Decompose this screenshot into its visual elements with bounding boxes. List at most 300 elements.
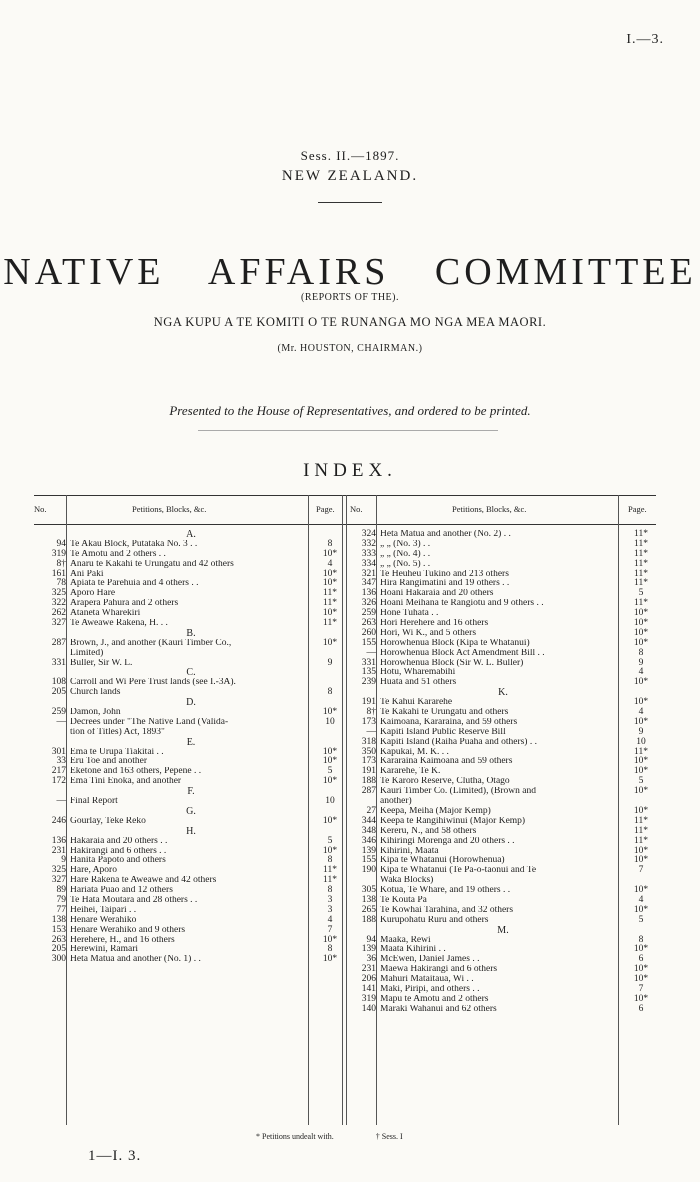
index-entry bbox=[346, 975, 658, 985]
entry-name: Heta Matua and another (No. 2) . . bbox=[380, 530, 511, 539]
entry-page: 11* bbox=[634, 815, 648, 826]
letter-heading bbox=[36, 698, 342, 708]
letter-heading-text: K. bbox=[498, 687, 508, 699]
entry-page: 10* bbox=[633, 766, 649, 777]
entry-page: 8 bbox=[638, 647, 644, 658]
entry-name: Anaru te Kakahi te Urungatu and 42 others bbox=[70, 559, 234, 569]
entry-page: 11* bbox=[634, 746, 648, 757]
entry-page: 9 bbox=[638, 726, 644, 737]
entry-number: 173 bbox=[361, 756, 376, 767]
index-entry bbox=[346, 787, 658, 797]
index-entry bbox=[346, 639, 658, 649]
entry-number: — bbox=[56, 716, 66, 727]
entry-name: Kapiti Island (Raiha Puaha and others) . . bbox=[380, 737, 537, 747]
entry-page: 3 bbox=[327, 894, 333, 905]
letter-heading bbox=[36, 827, 342, 837]
entry-name: Aporo Hare bbox=[70, 589, 116, 599]
entry-page: 10 bbox=[325, 796, 335, 807]
entry-number: 217 bbox=[51, 766, 66, 777]
entry-number: 231 bbox=[51, 845, 66, 856]
entry-name: Henare Werahiko and 9 others bbox=[70, 925, 186, 935]
letter-heading bbox=[36, 629, 342, 639]
entry-page: 10* bbox=[322, 776, 338, 787]
entry-name: Buller, Sir W. L. bbox=[70, 658, 133, 668]
index-table-header bbox=[34, 495, 656, 525]
index-entry bbox=[346, 579, 658, 589]
entry-name: Decrees under "The Native Land (Valida- bbox=[70, 717, 229, 727]
footnote bbox=[256, 1132, 443, 1141]
index-entry bbox=[346, 807, 658, 817]
entry-number: 334 bbox=[361, 558, 376, 569]
entry-name: Church lands bbox=[70, 688, 121, 698]
index-entry bbox=[36, 945, 342, 955]
index-entry bbox=[36, 589, 342, 599]
entry-number: 206 bbox=[361, 974, 376, 985]
entry-page: 5 bbox=[327, 766, 333, 777]
index-entry bbox=[36, 678, 342, 688]
index-entry bbox=[36, 847, 342, 857]
entry-name: Maata Kihirini . . bbox=[380, 945, 446, 955]
letter-heading-text: G. bbox=[186, 805, 196, 817]
index-entry bbox=[346, 708, 658, 718]
entry-number: 325 bbox=[51, 588, 66, 599]
entry-page: 10* bbox=[633, 697, 649, 708]
index-entry bbox=[346, 985, 658, 995]
entry-name: Horowhenua Block (Kipa te Whatanui) bbox=[380, 638, 530, 648]
entry-name: Huata and 51 others bbox=[380, 678, 457, 688]
entry-number: 346 bbox=[361, 835, 376, 846]
divider-rule bbox=[198, 430, 498, 431]
index-heading: INDEX. bbox=[303, 460, 397, 481]
entry-page: 11* bbox=[634, 548, 648, 559]
entry-number: 327 bbox=[51, 618, 66, 629]
entry-number: 331 bbox=[361, 657, 376, 668]
index-entry bbox=[346, 965, 658, 975]
index-entry bbox=[346, 757, 658, 767]
entry-name: Hoani Meihana te Rangiotu and 9 others . . bbox=[380, 599, 544, 609]
entry-number: 265 bbox=[361, 904, 376, 915]
entry-name: Kurupohatu Ruru and others bbox=[380, 915, 489, 925]
entry-number: 94 bbox=[366, 934, 376, 945]
entry-name: Waka Blocks) bbox=[380, 876, 434, 886]
index-entry bbox=[36, 757, 342, 767]
index-entry bbox=[346, 659, 658, 669]
entry-page: 5 bbox=[638, 776, 644, 787]
entry-number: 205 bbox=[51, 944, 66, 955]
entry-page: 9 bbox=[327, 657, 333, 668]
entry-name: Hori Herehere and 16 others bbox=[380, 619, 489, 629]
entry-page: 10* bbox=[633, 756, 649, 767]
entry-name: Hori, Wi K., and 5 others bbox=[380, 628, 477, 638]
entry-name: Heihei, Taipari . . bbox=[70, 905, 137, 915]
index-entry bbox=[346, 589, 658, 599]
entry-number: 8† bbox=[56, 558, 66, 569]
index-entry bbox=[346, 560, 658, 570]
index-entry bbox=[346, 540, 658, 550]
entry-name: Te Kahui Kararehe bbox=[380, 698, 453, 708]
entry-page: 8 bbox=[327, 687, 333, 698]
entry-page: 5 bbox=[638, 588, 644, 599]
entry-name: Hare, Aporo bbox=[70, 866, 117, 876]
index-entry bbox=[36, 560, 342, 570]
entry-name: Limited) bbox=[70, 648, 104, 658]
index-entry bbox=[346, 955, 658, 965]
index-entry bbox=[36, 955, 342, 965]
page-reference: I.—3. bbox=[626, 32, 664, 47]
entry-name: Maewa Hakirangi and 6 others bbox=[380, 965, 498, 975]
entry-name: Horowhenua Block (Sir W. L. Buller) bbox=[380, 658, 524, 668]
entry-number: 108 bbox=[51, 677, 66, 688]
entry-number: 333 bbox=[361, 548, 376, 559]
index-entry bbox=[346, 777, 658, 787]
entry-number: 27 bbox=[366, 805, 376, 816]
index-entry bbox=[346, 728, 658, 738]
entry-name: Kotua, Te Whare, and 19 others . . bbox=[380, 886, 511, 896]
entry-number: 136 bbox=[361, 588, 376, 599]
entry-number: 188 bbox=[361, 776, 376, 787]
index-entry bbox=[36, 649, 342, 659]
index-entry bbox=[36, 609, 342, 619]
index-entry bbox=[36, 550, 342, 560]
entry-name: Ani Paki bbox=[70, 569, 104, 579]
index-entry bbox=[346, 748, 658, 758]
document-title: NATIVE AFFAIRS COMMITTEE bbox=[3, 251, 697, 293]
entry-page: 10* bbox=[322, 934, 338, 945]
index-entry bbox=[346, 995, 658, 1005]
index-right-column bbox=[346, 530, 658, 1015]
entry-page: 10* bbox=[633, 904, 649, 915]
entry-page: 10* bbox=[633, 855, 649, 866]
entry-name: Hanita Papoto and others bbox=[70, 856, 166, 866]
entry-page: 11* bbox=[323, 598, 337, 609]
entry-number: 172 bbox=[51, 776, 66, 787]
entry-name: Carroll and Wi Pere Trust lands (see I.-3A). bbox=[70, 678, 236, 688]
letter-heading bbox=[36, 530, 342, 540]
entry-page: 11* bbox=[634, 538, 648, 549]
entry-number: — bbox=[56, 796, 66, 807]
index-entry bbox=[36, 718, 342, 728]
entry-number: 173 bbox=[361, 716, 376, 727]
entry-name: Hira Rangimatini and 19 others . . bbox=[380, 579, 510, 589]
entry-number: 301 bbox=[51, 746, 66, 757]
entry-number: 191 bbox=[361, 766, 376, 777]
column-header-page: Page. bbox=[628, 504, 647, 514]
entry-name: Arapera Pahura and 2 others bbox=[70, 599, 179, 609]
entry-name: Te Karoro Reserve, Clutha, Otago bbox=[380, 777, 510, 787]
index-entry bbox=[36, 639, 342, 649]
index-entry bbox=[36, 896, 342, 906]
letter-heading-text: C. bbox=[186, 667, 196, 679]
letter-heading bbox=[346, 688, 658, 698]
entry-page: 8 bbox=[327, 944, 333, 955]
entry-number: 8† bbox=[366, 707, 376, 718]
entry-number: 327 bbox=[51, 875, 66, 886]
entry-number: 263 bbox=[51, 934, 66, 945]
index-entry bbox=[36, 886, 342, 896]
entry-name: Maki, Piripi, and others . . bbox=[380, 984, 480, 994]
entry-number: 347 bbox=[361, 578, 376, 589]
index-entry bbox=[346, 629, 658, 639]
document-subtitle: (REPORTS OF THE). bbox=[300, 292, 399, 303]
index-entry bbox=[346, 797, 658, 807]
entry-name: McEwen, Daniel James . . bbox=[380, 955, 480, 965]
entry-number: 94 bbox=[56, 538, 66, 549]
entry-page: 6 bbox=[638, 1003, 644, 1014]
entry-name: Maraki Wahanui and 62 others bbox=[380, 1004, 497, 1014]
index-entry bbox=[346, 570, 658, 580]
index-entry bbox=[36, 876, 342, 886]
index-entry bbox=[346, 718, 658, 728]
entry-name: Herewini, Ramari bbox=[70, 945, 139, 955]
parliamentary-number: 1—I. 3. bbox=[88, 1148, 142, 1164]
entry-name: Kararaina Kaimoana and 59 others bbox=[380, 757, 513, 767]
entry-name: Hone Tuhata . . bbox=[380, 609, 439, 619]
entry-page: 5 bbox=[327, 835, 333, 846]
entry-number: 246 bbox=[51, 815, 66, 826]
index-entry bbox=[346, 856, 658, 866]
entry-name: Kereru, N., and 58 others bbox=[380, 826, 477, 836]
entry-name: Hotu, Wharemabihi bbox=[380, 668, 456, 678]
entry-page: 8 bbox=[327, 885, 333, 896]
entry-page: 10* bbox=[633, 677, 649, 688]
index-entry bbox=[346, 945, 658, 955]
entry-page: 7 bbox=[638, 865, 644, 876]
index-entry bbox=[36, 570, 342, 580]
entry-number: 138 bbox=[51, 914, 66, 925]
entry-page: 10* bbox=[633, 627, 649, 638]
entry-number: 135 bbox=[361, 667, 376, 678]
index-entry bbox=[346, 886, 658, 896]
entry-name: Maaka, Rewi bbox=[380, 935, 431, 945]
entry-number: 319 bbox=[51, 548, 66, 559]
index-entry bbox=[36, 866, 342, 876]
entry-page: 5 bbox=[638, 914, 644, 925]
entry-number: 78 bbox=[56, 578, 66, 589]
index-entry bbox=[346, 866, 658, 876]
column-header-petitions: Petitions, Blocks, &c. bbox=[132, 504, 207, 514]
entry-name: Heta Matua and another (No. 1) . . bbox=[70, 955, 201, 965]
index-entry bbox=[346, 876, 658, 886]
entry-page: 11* bbox=[634, 578, 648, 589]
entry-number: 305 bbox=[361, 885, 376, 896]
entry-number: 259 bbox=[51, 707, 66, 718]
entry-name: Ema Tini Enoka, and another bbox=[70, 777, 182, 787]
index-entry bbox=[346, 896, 658, 906]
entry-number: 332 bbox=[361, 538, 376, 549]
index-entry bbox=[346, 599, 658, 609]
entry-page: 4 bbox=[638, 894, 644, 905]
letter-heading bbox=[346, 926, 658, 936]
index-entry bbox=[346, 767, 658, 777]
index-entry bbox=[346, 698, 658, 708]
entry-number: 33 bbox=[56, 756, 66, 767]
entry-number: 262 bbox=[51, 608, 66, 619]
entry-number: 331 bbox=[51, 657, 66, 668]
footnote-star: * Petitions undealt with. bbox=[256, 1132, 334, 1141]
entry-number: 191 bbox=[361, 697, 376, 708]
entry-page: 11* bbox=[634, 598, 648, 609]
entry-name: Mapu te Amotu and 2 others bbox=[380, 994, 489, 1004]
entry-number: 325 bbox=[51, 865, 66, 876]
entry-page: 7 bbox=[638, 983, 644, 994]
entry-page: 10* bbox=[633, 618, 649, 629]
index-entry bbox=[346, 817, 658, 827]
index-entry bbox=[36, 748, 342, 758]
entry-page: 10* bbox=[633, 805, 649, 816]
entry-number: 321 bbox=[361, 568, 376, 579]
entry-name: Hariata Puao and 12 others bbox=[70, 886, 173, 896]
entry-page: 11* bbox=[323, 865, 337, 876]
entry-number: 344 bbox=[361, 815, 376, 826]
entry-number: 231 bbox=[361, 964, 376, 975]
index-entry bbox=[36, 926, 342, 936]
entry-number: 348 bbox=[361, 825, 376, 836]
index-entry bbox=[346, 619, 658, 629]
index-entry bbox=[346, 550, 658, 560]
letter-heading-text: B. bbox=[186, 627, 196, 639]
entry-page: 10* bbox=[633, 944, 649, 955]
entry-page: 10 bbox=[636, 736, 646, 747]
letter-heading-text: E. bbox=[186, 736, 196, 748]
entry-name: Te Aweawe Rakena, H. . . bbox=[70, 619, 168, 629]
entry-name: Kipa te Whatanui (Te Pa-o-taonui and Te bbox=[380, 866, 537, 876]
country-line: NEW ZEALAND. bbox=[281, 168, 419, 184]
entry-page: 10* bbox=[633, 716, 649, 727]
divider-rule bbox=[318, 202, 382, 203]
entry-page: 10* bbox=[322, 845, 338, 856]
index-left-column bbox=[36, 530, 342, 965]
entry-number: 155 bbox=[361, 637, 376, 648]
entry-page: 10 bbox=[325, 716, 335, 727]
entry-number: 205 bbox=[51, 687, 66, 698]
entry-name: Te Akau Block, Putataka No. 3 . . bbox=[70, 539, 198, 549]
entry-name: Brown, J., and another (Kauri Timber Co., bbox=[70, 638, 232, 648]
entry-number: 89 bbox=[56, 885, 66, 896]
entry-page: 10* bbox=[633, 845, 649, 856]
entry-number: 260 bbox=[361, 627, 376, 638]
entry-name: Ema te Urupa Tiakitai . . bbox=[70, 747, 164, 757]
entry-page: 10* bbox=[322, 954, 338, 965]
index-entry bbox=[346, 847, 658, 857]
entry-name: Te Kakahi te Urungatu and others bbox=[380, 708, 509, 718]
entry-page: 11* bbox=[634, 568, 648, 579]
entry-page: 11* bbox=[323, 618, 337, 629]
entry-page: 11* bbox=[634, 558, 648, 569]
letter-heading-text: M. bbox=[497, 924, 509, 936]
letter-heading bbox=[36, 668, 342, 678]
entry-name: Keepa, Meiha (Major Kemp) bbox=[380, 806, 491, 816]
entry-name: Kaimoana, Kararaina, and 59 others bbox=[380, 717, 518, 727]
entry-page: 6 bbox=[638, 954, 644, 965]
entry-name: Te Amotu and 2 others . . bbox=[70, 549, 166, 559]
entry-number: 319 bbox=[361, 993, 376, 1004]
entry-number: 161 bbox=[51, 568, 66, 579]
entry-name: Hare Rakena te Aweawe and 42 others bbox=[70, 876, 217, 886]
index-entry bbox=[346, 530, 658, 540]
entry-page: 11* bbox=[634, 825, 648, 836]
entry-number: 287 bbox=[361, 786, 376, 797]
entry-number: 259 bbox=[361, 608, 376, 619]
entry-page: 10* bbox=[322, 637, 338, 648]
entry-number: 136 bbox=[51, 835, 66, 846]
entry-number: — bbox=[366, 726, 376, 737]
entry-name: Kararehe, Te K. bbox=[380, 767, 441, 777]
column-header-petitions: Petitions, Blocks, &c. bbox=[452, 504, 527, 514]
entry-number: 139 bbox=[361, 944, 376, 955]
entry-number: 77 bbox=[56, 904, 66, 915]
letter-heading bbox=[36, 787, 342, 797]
entry-number: 322 bbox=[51, 598, 66, 609]
entry-page: 10* bbox=[322, 746, 338, 757]
entry-name: Gourlay, Teke Reko bbox=[70, 816, 146, 826]
letter-heading-text: F. bbox=[187, 786, 195, 798]
entry-page: 10* bbox=[633, 974, 649, 985]
entry-name: Eketone and 163 others, Pepene . . bbox=[70, 767, 202, 777]
index-entry bbox=[346, 827, 658, 837]
entry-number: — bbox=[366, 647, 376, 658]
maori-title: NGA KUPU A TE KOMITI O TE RUNANGA MO NGA MEA MAORI. bbox=[153, 315, 547, 329]
entry-page: 10* bbox=[322, 578, 338, 589]
entry-page: 11* bbox=[634, 835, 648, 846]
entry-number: 350 bbox=[361, 746, 376, 757]
entry-name: Te Kouta Pa bbox=[380, 895, 427, 905]
entry-page: 10* bbox=[322, 548, 338, 559]
entry-page: 7 bbox=[327, 924, 333, 935]
entry-name: „ „ (No. 5) . . bbox=[380, 559, 431, 569]
entry-name: Horowhenua Block Act Amendment Bill . . bbox=[380, 648, 545, 658]
index-entry bbox=[346, 1005, 658, 1015]
entry-name: Keepa te Rangihiwinui (Major Kemp) bbox=[380, 816, 526, 826]
entry-number: 239 bbox=[361, 677, 376, 688]
entry-name: Herehere, H., and 16 others bbox=[70, 935, 175, 945]
entry-number: 155 bbox=[361, 855, 376, 866]
entry-page: 4 bbox=[327, 914, 333, 925]
entry-page: 4 bbox=[638, 707, 644, 718]
entry-page: 10* bbox=[633, 786, 649, 797]
entry-page: 4 bbox=[327, 558, 333, 569]
entry-page: 11* bbox=[323, 588, 337, 599]
entry-name: Hoani Hakaraia and 20 others bbox=[380, 589, 494, 599]
entry-name: Te Hata Moutara and 28 others . . bbox=[70, 895, 198, 905]
index-entry bbox=[346, 936, 658, 946]
index-entry bbox=[346, 668, 658, 678]
session-line: Sess. II.—1897. bbox=[300, 148, 400, 163]
entry-number: 153 bbox=[51, 924, 66, 935]
entry-page: 8 bbox=[327, 855, 333, 866]
entry-number: 79 bbox=[56, 894, 66, 905]
entry-number: 138 bbox=[361, 894, 376, 905]
entry-name: Apiata te Parehuia and 4 others . . bbox=[70, 579, 199, 589]
entry-page: 3 bbox=[327, 904, 333, 915]
index-entry bbox=[346, 609, 658, 619]
chairman-line: (Mr. HOUSTON, CHAIRMAN.) bbox=[277, 343, 423, 354]
index-entry bbox=[36, 936, 342, 946]
entry-number: 326 bbox=[361, 598, 376, 609]
index-entry bbox=[36, 837, 342, 847]
entry-number: 318 bbox=[361, 736, 376, 747]
index-entry bbox=[346, 738, 658, 748]
letter-heading-text: D. bbox=[186, 697, 196, 709]
entry-name: another) bbox=[380, 797, 412, 807]
entry-name: Hakirangi and 6 others . . bbox=[70, 846, 167, 856]
entry-number: 263 bbox=[361, 618, 376, 629]
entry-page: 9 bbox=[638, 657, 644, 668]
entry-number: 140 bbox=[361, 1003, 376, 1014]
entry-name: Ataneta Wharekiri bbox=[70, 609, 141, 619]
entry-number: 190 bbox=[361, 865, 376, 876]
index-entry bbox=[36, 599, 342, 609]
entry-page: 10* bbox=[322, 707, 338, 718]
